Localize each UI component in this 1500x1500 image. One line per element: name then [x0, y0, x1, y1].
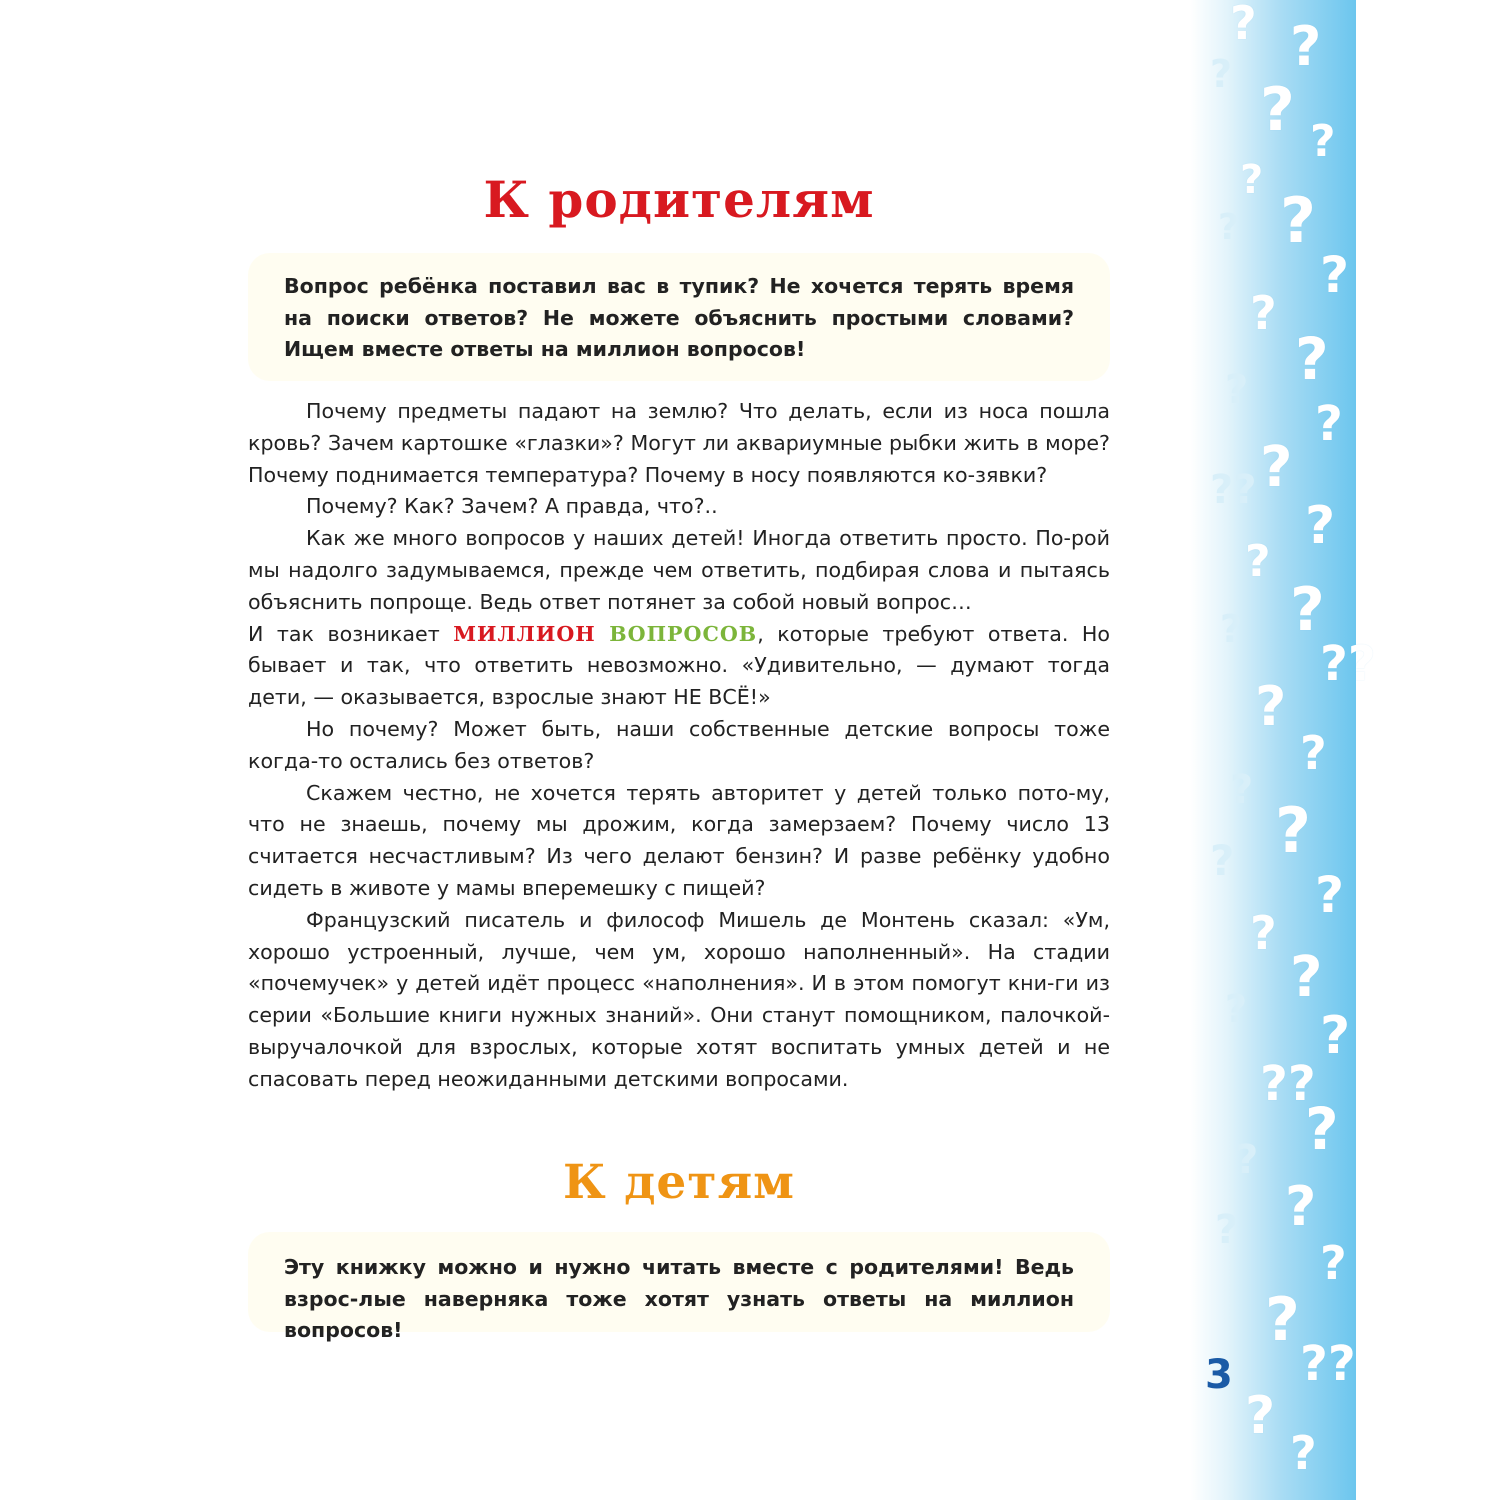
question-mark-icon: ? [1290, 945, 1323, 1010]
question-mark-icon: ? [1255, 675, 1287, 738]
question-mark-icon: ? [1290, 1426, 1317, 1480]
question-mark-icon: ? [1305, 496, 1336, 556]
question-mark-icon: ? [1245, 536, 1271, 587]
paragraph-million-questions [248, 619, 1110, 714]
question-mark-icon: ? [1305, 1095, 1339, 1163]
paragraph: Скажем честно, не хочется терять авторитет у детей только пото-му, что не знаешь, почему мы дрожим, когда замерзаем? Почему число 13 считается несчастливым? Из чего делают бензин? И разве ребёнку удобно сидеть в животе у мамы вперемешку с пищей? [248, 780, 1110, 900]
question-mark-icon: ? [1250, 286, 1277, 340]
question-marks-decoration [1190, 0, 1376, 1500]
question-mark-icon: ? [1220, 607, 1243, 651]
children-intro-callout [248, 1232, 1110, 1342]
question-mark-icon: ?? [1300, 1336, 1356, 1392]
highlight-questions: ВОПРОСОВ [609, 621, 758, 646]
page-number: 3 [1205, 1352, 1233, 1398]
question-mark-icon: ? [1310, 116, 1336, 167]
question-mark-icon: ? [1285, 1175, 1317, 1238]
question-mark-icon: ? [1210, 52, 1233, 96]
parents-section-title: К родителям [483, 170, 875, 229]
question-mark-icon: ? [1280, 184, 1316, 257]
question-mark-icon: ? [1320, 1236, 1347, 1290]
highlight-million: МИЛЛИОН [453, 621, 596, 646]
question-mark-icon: ?? [1260, 1056, 1316, 1112]
parents-intro-text: Вопрос ребёнка поставил вас в тупик? Не хочется терять время на поиски ответов? Не можете объяснить простыми словами? Ищем вместе ответы на миллион вопросов! [284, 274, 1074, 361]
question-mark-icon: ? [1218, 207, 1239, 248]
question-mark-icon: ? [1315, 396, 1343, 452]
paragraph: Почему предметы падают на землю? Что делать, если из носа пошла кровь? Зачем картошке «глазки»? Могут ли аквариумные рыбки жить в море? Почему поднимается температура? Почему в носу появляются ко-зявки? [248, 399, 1110, 487]
parents-body-text [248, 396, 1110, 1096]
paragraph: Почему? Как? Зачем? А правда, что?.. [306, 494, 718, 519]
paragraph: Но почему? Может быть, наши собственные детские вопросы тоже когда-то остались без ответов? [248, 716, 1110, 773]
question-mark-icon: ? [1240, 157, 1264, 203]
question-mark-icon: ? [1295, 325, 1329, 393]
question-mark-icon: ? [1320, 1006, 1351, 1066]
question-mark-icon: ? [1290, 575, 1325, 645]
question-mark-icon: ? [1225, 987, 1248, 1031]
paragraph: Как же много вопросов у наших детей! Иногда ответить просто. По-рой мы надолго задумываемся, прежде чем ответить, подбирая слова и пытаясь объяснить попроще. Ведь ответ потянет за собой новый вопрос… [248, 526, 1110, 614]
parents-intro-callout [248, 253, 1110, 381]
question-mark-icon: ? [1260, 75, 1295, 145]
children-intro-text: Эту книжку можно и нужно читать вместе с родителями! Ведь взрос-лые наверняка тоже хотят узнать ответы на миллион вопросов! [284, 1255, 1074, 1342]
question-mark-icon: ? [1300, 726, 1327, 780]
question-mark-icon: ? [1215, 1207, 1239, 1253]
question-mark-icon: ? [1290, 15, 1322, 78]
question-mark-icon: ?? [1210, 467, 1257, 513]
question-mark-icon: ? [1275, 794, 1311, 867]
question-mark-icon: ? [1245, 1386, 1276, 1446]
paragraph-text: , которые требуют ответа. Но бывает и так, что ответить невозможно. «Удивительно, — думают тогда дети, — оказывается, взрослые знают НЕ ВСЁ!» [248, 621, 1110, 710]
question-mark-icon: ? [1225, 367, 1249, 413]
question-mark-icon: ?? [1320, 636, 1376, 692]
question-mark-icon: ? [1230, 767, 1254, 813]
paragraph: Французский писатель и философ Мишель де Монтень сказал: «Ум, хорошо устроенный, лучше, чем ум, хорошо наполненный». На стадии «почемучек» у детей идёт процесс «наполнения». И в этом помогут кни-ги из серии «Большие книги нужных знаний». Они станут помощником, палочкой-выручалочкой для взрослых, которые хотят воспитать умных детей и не спасовать перед неожиданными детскими вопросами. [248, 907, 1110, 1091]
question-mark-icon: ? [1230, 0, 1257, 50]
question-mark-icon: ? [1210, 836, 1235, 885]
question-mark-icon: ? [1250, 906, 1277, 960]
children-section-title: К детям [562, 1155, 796, 1210]
question-mark-icon: ? [1265, 1285, 1300, 1355]
question-mark-icon: ? [1235, 1137, 1259, 1183]
question-mark-icon: ? [1320, 246, 1350, 304]
question-mark-icon: ? [1315, 866, 1345, 924]
question-mark-icon: ? [1260, 435, 1293, 500]
paragraph-text: И так возникает [248, 621, 454, 646]
